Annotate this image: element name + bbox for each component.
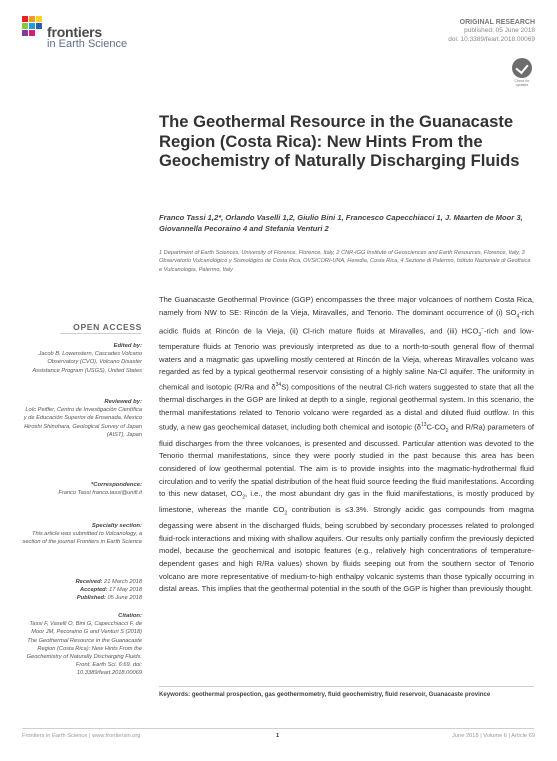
dates-section — [22, 578, 142, 603]
article-title: The Geothermal Resource in the Guanacaste Region (Costa Rica): New Hints From the Geochemistry of Naturally Discharging Fluids — [159, 112, 520, 170]
open-access-label: OPEN ACCESS — [73, 322, 142, 332]
received-date: Received: 21 March 2018 — [75, 579, 142, 585]
specialty-text: This article was submitted to Volcanology, a section of the journal Frontiers in Earth Science — [22, 531, 142, 546]
affiliations: 1 Department of Earth Sciences, University of Florence, Florence, Italy, 2 CNR-IGG Institute of Geosciences and Earth Resources, Florence, Italy, 3 Observatorio Vulcanológico y Sismológico de Costa Rica, OVSICORI-UNA, Heredia, Costa Rica, 4 Sezione di Palermo, Istituto Nazionale di Geofisica e Vulcanologia, Palermo, Italy — [159, 250, 531, 273]
reviewed-by-heading: Reviewed by: — [104, 399, 142, 405]
article-meta — [448, 19, 535, 44]
sidebar-divider — [60, 333, 142, 334]
badge-label: Check for updates — [514, 79, 530, 87]
abstract — [159, 294, 534, 596]
keywords: Keywords: geothermal prospection, gas geothermometry, fluid geochemistry, fluid reservoir, Guanacaste province — [159, 691, 491, 698]
check-icon — [512, 58, 532, 78]
logo-journal: in Earth Science — [47, 38, 128, 50]
check-for-updates-badge[interactable] — [511, 58, 533, 88]
journal-logo[interactable] — [22, 16, 182, 52]
citation-text[interactable]: Tassi F, Vaselli O, Bini G, Capecchiacci F, de Moor JM, Pecoraino G and Venturi S (2018) The Geothermal Resource in the Guanacaste Region (Costa Rica): New Hints From the Geochemistry of Naturally Discharging Fluids. Front. Earth Sci. 6:69. doi: 10.3389/feart.2018.00069 — [26, 621, 142, 677]
citation-section — [22, 612, 142, 678]
edited-by-section — [22, 342, 142, 375]
reviewed-by-section — [22, 398, 142, 439]
author-list[interactable]: Franco Tassi 1,2*, Orlando Vaselli 1,2, Giulio Bini 1, Francesco Capecchiacci 1, J. Maarten de Moor 3, Giovannella Pecoraino 4 and Stefania Venturi 2 — [159, 213, 523, 233]
footer-divider — [22, 728, 534, 729]
correspondence-section — [22, 481, 142, 497]
frontiers-logo-icon — [22, 16, 44, 38]
published-date-sidebar: Published: 05 June 2018 — [76, 595, 142, 602]
specialty-section — [22, 522, 142, 547]
correspondence-contact[interactable]: Franco Tassi franco.tassi@unifi.it — [58, 490, 142, 497]
citation-heading: Citation: — [118, 613, 142, 619]
correspondence-heading: *Correspondence: — [90, 482, 142, 488]
reviewer[interactable]: Hiroshi Shinohara, Geological Survey of Japan (AIST), Japan — [24, 423, 142, 438]
edited-by-heading: Edited by: — [113, 343, 142, 349]
editor[interactable]: Jacob B. Lowenstern, Cascades Volcano Observatory (CVO), Volcano Disaster Assistance Program (USGS), United States — [32, 351, 142, 374]
published-date: published: 05 June 2018 — [464, 27, 535, 35]
article-type: ORIGINAL RESEARCH — [459, 19, 535, 26]
page-number: 1 — [276, 733, 280, 739]
keywords-divider — [159, 686, 534, 687]
specialty-heading: Specialty section: — [91, 523, 142, 529]
accepted-date: Accepted: 17 May 2018 — [80, 587, 142, 594]
reviewer[interactable]: Loïc Peiffer, Centro de Investigación Científica y de Educación Superior de Ensenada, Mexico — [23, 407, 142, 422]
footer-journal-link[interactable]: Frontiers in Earth Science | www.frontiersin.org — [22, 733, 141, 739]
abstract-text: The Guanacaste Geothermal Province (GGP) encompasses the three major volcanoes of northern Costa Rica, namely from NW to SE: Rincón de la Vieja, Miravalles, and Tenorio. The dominant occurrence of (i) $SO_4$-rich acidic fluids at Rincón de la Vieja, (ii) Cl-rich mature fluids at Miravalles, and (iii) $HCO_3^-$-rich and low-temperature fluids at Tenorio was previously interpreted as due to a north-to-south general flow of thermal waters and a magmatic gas upwelling mostly centered at Rincón de la Vieja, whereas Miravalles volcano was regarded as fed by a typical geothermal reservoir consisting of a highly saline Na-Cl aquifer. The uniformity in chemical and isotopic (R/Ra and $\delta^{34}S$) compositions of the neutral Cl-rich waters suggested to state that all the thermal discharges in the GGP are linked at depth to a single, regional geothermal system. In this scenario, the thermal manifestations related to Tenorio volcano were regarded as a distal and diluted fluid outflow. In this study, a new gas geochemical dataset, including both chemical and isotopic ($\delta^{13}C-CO_2$ and R/Ra) parameters of fluid discharges from the three volcanoes, is presented and discussed. Particular attention was devoted to the Tenorio thermal manifestations, since they were poorly studied in the past because this area has been considered of low geothermal potential. The aim is to provide insights into the magmatic-hydrothermal fluid circulation and to verify the spatial distribution of the heat fluid source feeding the fluid manifestations. According to this new dataset, $CO_2$, i.e., the most abundant dry gas in the fluid manifestations, is mostly produced by limestone, whereas the mantle $CO_2$ contribution is ≤3.3%. Strongly acidic gas compounds from magma degassing were absent in the discharged fluids, being scrubbed by secondary processes related to prolonged fluid-rock interactions and mixing with shallow aquifers. Our results only partially confirm the previously depicted model, because the geochemical and isotopic features (e.g., relatively high concentrations of temperature-dependent gases and high R/Ra values) shown by fluids seeping out from the southern sector of Tenorio volcano are more representative of medium-to-high enthalpy volcanic systems than those typically occurring in distal areas. This implies that the geothermal potential in the south of the GGP is higher than previously thought. — [159, 295, 534, 594]
footer-issue: June 2018 | Volume 6 | Article 69 — [452, 733, 535, 739]
doi-link[interactable]: doi: 10.3389/feart.2018.00069 — [448, 35, 535, 43]
logo-brand: frontiers — [47, 24, 102, 40]
